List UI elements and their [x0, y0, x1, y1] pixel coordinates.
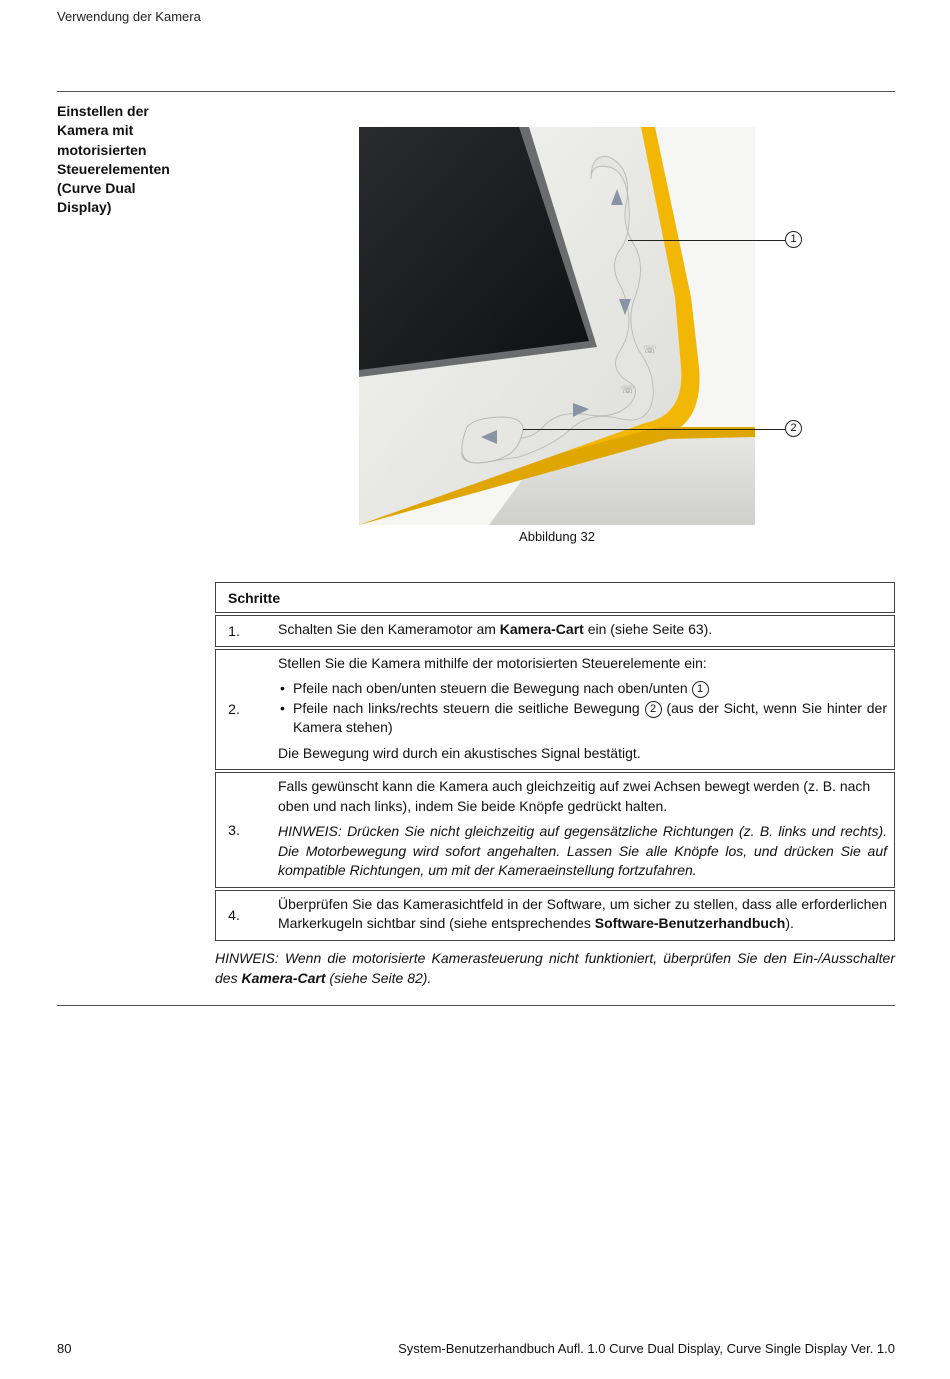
hinweis-note: HINWEIS: Wenn die motorisierte Kamerasteuerung nicht funktioniert, überprüfen Sie den Ein-/Ausschalter des Kamera-Cart (siehe Seite 82).	[215, 950, 895, 986]
callout-line-1	[628, 240, 785, 241]
list-item: • Pfeile nach links/rechts steuern die seitliche Bewegung 2 (aus der Sicht, wenn Sie hinter der Kamera stehen)	[278, 699, 887, 738]
callout-line-2	[523, 429, 785, 430]
figure-caption: Abbildung 32	[519, 529, 595, 544]
running-header: Verwendung der Kamera	[57, 9, 201, 24]
phone-icon: ☏	[621, 383, 635, 396]
step-row-4	[216, 890, 895, 940]
step-number: 3.	[216, 773, 253, 888]
step-row-1	[216, 616, 895, 647]
top-divider	[57, 91, 895, 92]
step-text: Überprüfen Sie das Kamerasichtfeld in der Software, um sicher zu stellen, dass alle erforderlichen Markerkugeln sichtbar sind (siehe entsprechendes Software-Benutzerhandbuch).	[252, 890, 895, 940]
document-title: System-Benutzerhandbuch Aufl. 1.0 Curve Dual Display, Curve Single Display Ver. 1.0	[398, 1341, 895, 1356]
step-note: HINWEIS: Drücken Sie nicht gleichzeitig auf gegensätzliche Richtungen (z. B. links und rechts). Die Motorbewegung wird sofort angehalten. Lassen Sie alle Knöpfe los, und drücken Sie auf kompatible Richtungen, um mit der Kameraeinstellung fortzufahren.	[278, 823, 887, 878]
camera-panel-illustration	[359, 127, 755, 525]
step-text: Schalten Sie den Kameramotor am Kamera-Cart ein (siehe Seite 63).	[252, 616, 895, 647]
callout-2: 2	[785, 420, 802, 437]
step-text: Falls gewünscht kann die Kamera auch gleichzeitig auf zwei Achsen bewegt werden (z. B. nach oben und nach links), indem Sie beide Knöpfe gedrückt halten. HINWEIS: Drücken Sie nicht gleichzeitig auf gegensätzliche Richtungen (z. B. links und rechts). Die Motorbewegung wird sofort angehalten. Lassen Sie alle Knöpfe los, und drücken Sie auf kompatible Richtungen, um mit der Kameraeinstellung fortzufahren.	[252, 773, 895, 888]
callout-1: 1	[785, 231, 802, 248]
step-number: 1.	[216, 616, 253, 647]
figure-camera-controls	[359, 127, 755, 525]
list-item: • Pfeile nach oben/unten steuern die Bewegung nach oben/unten 1	[278, 679, 887, 699]
section-title: Einstellen der Kamera mit motorisierten Steuerelementen (Curve Dual Display)	[57, 103, 170, 216]
steps-header: Schritte	[216, 583, 895, 613]
step-row-3	[216, 773, 895, 888]
steps-table	[215, 582, 895, 941]
page-number: 80	[57, 1341, 72, 1356]
callout-ref-2: 2	[645, 701, 662, 718]
phone-icon: ☏	[643, 343, 657, 356]
bottom-divider	[57, 1005, 895, 1006]
callout-ref-1: 1	[692, 681, 709, 698]
step-text: Stellen Sie die Kamera mithilfe der motorisierten Steuerelemente ein: • Pfeile nach oben/unten steuern die Bewegung nach oben/unten 1 • Pfeile nach links/rechts steuern die seitliche Bewegung 2 (aus der Sicht, wenn Sie hinter der Kamera stehen) Die Bewegung wird durch ein akustisches Signal bestätigt.	[252, 649, 895, 770]
step-number: 2.	[216, 649, 253, 770]
step-number: 4.	[216, 890, 253, 940]
step-row-2	[216, 649, 895, 770]
